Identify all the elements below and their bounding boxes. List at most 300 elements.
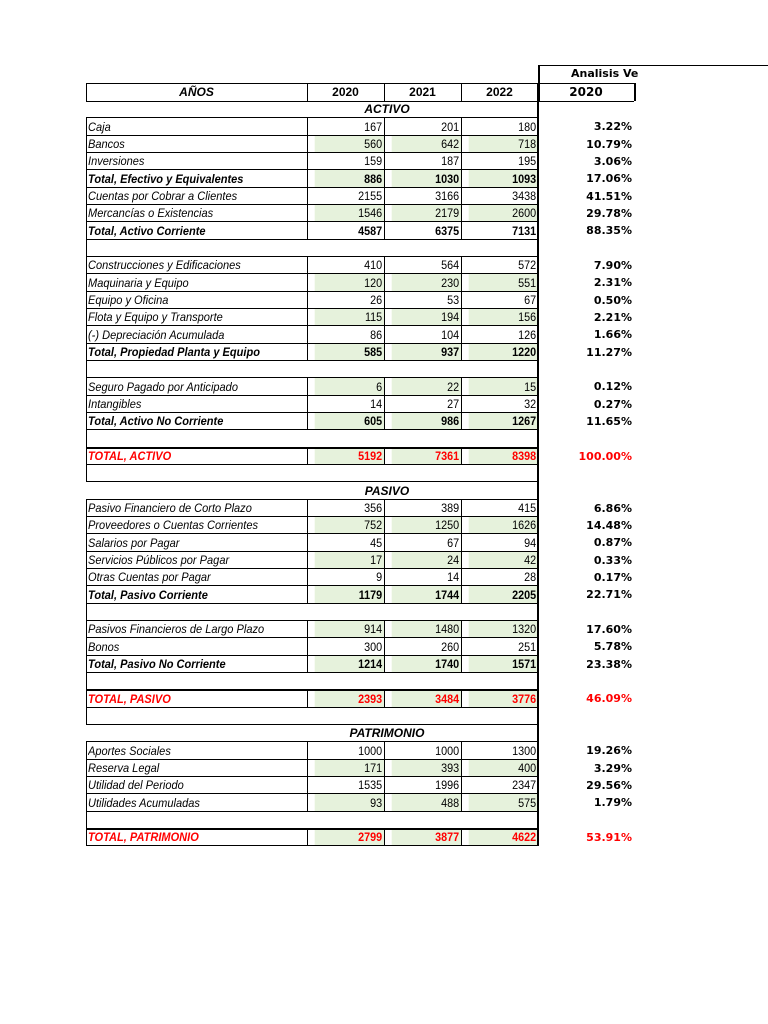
pct-year-header: 2020 xyxy=(569,85,603,99)
value-2020: 914 xyxy=(315,621,384,638)
col-border xyxy=(307,205,308,222)
value-2022: 32 xyxy=(524,397,537,411)
value-2021: 1996 xyxy=(435,778,460,792)
vertical-pct: 0.87% xyxy=(593,536,632,549)
value-2022: 3438 xyxy=(512,189,537,203)
col-border xyxy=(86,136,87,153)
col-border xyxy=(307,378,308,396)
col-border xyxy=(86,586,87,604)
col-border xyxy=(307,794,308,812)
col-border xyxy=(461,448,462,465)
col-border xyxy=(384,309,385,326)
value-2020: 752 xyxy=(315,517,384,534)
col-border xyxy=(86,829,87,846)
col-border xyxy=(86,344,87,361)
row-left-border xyxy=(86,361,87,378)
vertical-pct: 22.71% xyxy=(586,588,632,601)
vertical-pct: 3.06% xyxy=(593,155,632,168)
col-border xyxy=(461,500,462,517)
row-border xyxy=(86,811,538,812)
value-2021: 22 xyxy=(392,378,461,396)
col-border xyxy=(384,188,385,205)
col-border xyxy=(461,586,462,604)
col-border xyxy=(461,690,462,708)
total-row-border xyxy=(86,464,538,465)
value-2022: 1626 xyxy=(469,517,538,534)
account-label-otras-cuentas-por-pagar: Otras Cuentas por Pagar xyxy=(88,570,211,584)
col-border xyxy=(86,257,87,274)
col-border xyxy=(384,153,385,170)
col-border xyxy=(384,760,385,777)
pct-right-border xyxy=(634,83,636,101)
total-row-border xyxy=(86,429,538,430)
grand-total-top-border xyxy=(86,448,538,449)
subtotal-label-total-pasivo-no-corriente: Total, Pasivo No Corriente xyxy=(88,657,226,671)
col-border xyxy=(461,205,462,222)
value-2021: 937 xyxy=(392,344,461,361)
value-2021: 187 xyxy=(441,154,460,168)
row-left-border xyxy=(86,812,87,829)
col-border xyxy=(86,118,87,136)
col-border xyxy=(86,552,87,569)
value-2021: 2179 xyxy=(392,205,461,222)
col-border xyxy=(86,292,87,309)
vertical-pct: 11.65% xyxy=(586,415,632,428)
col-border xyxy=(384,222,385,240)
value-2020: 14 xyxy=(370,397,383,411)
value-2020: 5192 xyxy=(315,448,384,465)
col-border xyxy=(307,292,308,309)
vertical-pct: 2.21% xyxy=(593,311,632,324)
account-label-caja: Caja xyxy=(88,120,111,134)
col-border xyxy=(307,118,308,136)
col-border xyxy=(461,638,462,656)
col-border xyxy=(307,274,308,292)
col-border xyxy=(307,569,308,586)
col-border xyxy=(86,621,87,638)
col-border xyxy=(384,517,385,534)
header-col-border xyxy=(307,83,308,101)
col-border xyxy=(461,378,462,396)
value-2020: 159 xyxy=(364,154,383,168)
value-2022: 1220 xyxy=(469,344,538,361)
col-border xyxy=(86,309,87,326)
years-header: AÑOS xyxy=(179,85,214,99)
account-label-inversiones: Inversiones xyxy=(88,154,145,168)
col-border xyxy=(86,222,87,240)
account-label-flota-y-equipo-y-transporte: Flota y Equipo y Transporte xyxy=(88,310,223,324)
vertical-pct: 1.79% xyxy=(593,796,632,809)
value-2022: 1093 xyxy=(469,170,538,188)
account-label-utilidades-acumuladas: Utilidades Acumuladas xyxy=(88,796,200,810)
value-2021: 1000 xyxy=(435,744,460,758)
value-2022: 400 xyxy=(469,760,538,777)
col-border xyxy=(384,396,385,413)
value-2022: 2600 xyxy=(469,205,538,222)
value-2022: 572 xyxy=(518,258,537,272)
value-2022: 3776 xyxy=(469,690,538,708)
value-2022: 15 xyxy=(469,378,538,396)
row-left-border xyxy=(86,708,87,725)
col-border xyxy=(461,136,462,153)
vertical-pct: 10.79% xyxy=(586,138,632,151)
grand-total-top-border xyxy=(86,829,538,830)
vertical-pct: 29.78% xyxy=(586,207,632,220)
col-border xyxy=(461,794,462,812)
col-border xyxy=(86,274,87,292)
vertical-pct: 0.27% xyxy=(593,398,632,411)
col-border xyxy=(461,829,462,846)
account-label-equipo-y-oficina: Equipo y Oficina xyxy=(88,293,169,307)
col-border xyxy=(86,794,87,812)
analysis-title: Analisis Ve xyxy=(571,67,639,80)
col-border xyxy=(86,656,87,673)
value-2020: 1546 xyxy=(315,205,384,222)
account-label-pasivo-financiero-de-corto-plazo: Pasivo Financiero de Corto Plazo xyxy=(88,501,252,515)
subtotal-label-total-activo-corriente: Total, Activo Corriente xyxy=(88,224,206,238)
col-border xyxy=(384,344,385,361)
col-border xyxy=(461,413,462,430)
vertical-pct: 100.00% xyxy=(578,450,632,463)
value-2020: 4587 xyxy=(358,224,383,238)
col-border xyxy=(307,621,308,638)
col-border xyxy=(86,569,87,586)
value-2020: 6 xyxy=(315,378,384,396)
value-2021: 67 xyxy=(447,536,460,550)
grand-total-label-total-activo: TOTAL, ACTIVO xyxy=(88,449,172,463)
col-border xyxy=(307,829,308,846)
col-border xyxy=(307,222,308,240)
col-border xyxy=(461,292,462,309)
account-label-construcciones-y-edificaciones: Construcciones y Edificaciones xyxy=(88,258,241,272)
account-label-proveedores-o-cuentas-corrientes: Proveedores o Cuentas Corrientes xyxy=(88,518,258,532)
col-border xyxy=(86,326,87,344)
col-border xyxy=(86,396,87,413)
col-border xyxy=(384,292,385,309)
value-2021: 642 xyxy=(392,136,461,153)
col-border xyxy=(307,396,308,413)
col-border xyxy=(384,586,385,604)
vertical-pct: 14.48% xyxy=(586,519,632,532)
value-2021: 393 xyxy=(392,760,461,777)
value-2021: 389 xyxy=(441,501,460,515)
value-2022: 180 xyxy=(518,120,537,134)
account-label-pasivos-financieros-de-largo-plazo: Pasivos Financieros de Largo Plazo xyxy=(88,622,265,636)
value-2020: 120 xyxy=(315,274,384,292)
value-2020: 410 xyxy=(364,258,383,272)
value-2022: 251 xyxy=(518,640,537,654)
value-2022: 126 xyxy=(518,328,537,342)
row-left-border xyxy=(86,430,87,448)
row-left-border xyxy=(86,465,87,482)
value-2020: 300 xyxy=(364,640,383,654)
grand-total-label-total-pasivo: TOTAL, PASIVO xyxy=(88,692,171,706)
col-border xyxy=(307,534,308,552)
value-2021: 230 xyxy=(392,274,461,292)
col-border xyxy=(461,118,462,136)
value-2020: 86 xyxy=(370,328,383,342)
col-border xyxy=(461,552,462,569)
header-col-border xyxy=(86,83,87,101)
col-border xyxy=(384,794,385,812)
col-border xyxy=(86,378,87,396)
account-label-maquinaria-y-equipo: Maquinaria y Equipo xyxy=(88,276,189,290)
account-label-servicios-p-blicos-por-pagar: Servicios Públicos por Pagar xyxy=(88,553,230,567)
subtotal-label-total-efectivo-y-equivalentes: Total, Efectivo y Equivalentes xyxy=(88,172,244,186)
value-2021: 564 xyxy=(441,258,460,272)
account-label-utilidad-del-periodo: Utilidad del Periodo xyxy=(88,778,184,792)
col-border xyxy=(307,170,308,188)
value-2020: 45 xyxy=(370,536,383,550)
section-title-patrimonio: PATRIMONIO xyxy=(349,726,425,740)
value-2021: 1250 xyxy=(392,517,461,534)
value-2022: 718 xyxy=(469,136,538,153)
year-header-2021: 2021 xyxy=(409,85,436,99)
value-2020: 560 xyxy=(315,136,384,153)
value-2022: 575 xyxy=(469,794,538,812)
account-label-salarios-por-pagar: Salarios por Pagar xyxy=(88,536,180,550)
col-border xyxy=(307,777,308,794)
value-2022: 94 xyxy=(524,536,537,550)
value-2020: 1535 xyxy=(358,778,383,792)
col-border xyxy=(86,413,87,430)
subtotal-label-total-propiedad-planta-y-equipo: Total, Propiedad Planta y Equipo xyxy=(88,345,260,359)
col-border xyxy=(384,413,385,430)
col-border xyxy=(307,552,308,569)
value-2020: 167 xyxy=(364,120,383,134)
value-2021: 488 xyxy=(392,794,461,812)
value-2022: 28 xyxy=(524,570,537,584)
account-label-reserva-legal: Reserva Legal xyxy=(88,761,160,775)
col-border xyxy=(307,413,308,430)
header-col-border xyxy=(461,83,462,101)
value-2020: 9 xyxy=(376,570,383,584)
account-label-seguro-pagado-por-anticipado: Seguro Pagado por Anticipado xyxy=(88,380,238,394)
value-2021: 6375 xyxy=(435,224,460,238)
col-border xyxy=(307,188,308,205)
col-border xyxy=(384,378,385,396)
analysis-column-border xyxy=(537,83,539,846)
col-border xyxy=(461,170,462,188)
value-2020: 17 xyxy=(315,552,384,569)
vertical-pct: 6.86% xyxy=(593,502,632,515)
section-title-pasivo: PASIVO xyxy=(364,484,410,498)
value-2020: 886 xyxy=(315,170,384,188)
col-border xyxy=(461,569,462,586)
col-border xyxy=(384,829,385,846)
col-border xyxy=(384,448,385,465)
vertical-pct: 0.33% xyxy=(593,554,632,567)
value-2020: 2799 xyxy=(315,829,384,846)
total-row-border xyxy=(86,239,538,240)
value-2022: 2347 xyxy=(512,778,537,792)
header-top-border xyxy=(86,83,634,84)
vertical-pct: 3.22% xyxy=(593,120,632,133)
value-2021: 260 xyxy=(441,640,460,654)
year-header-2020: 2020 xyxy=(332,85,359,99)
vertical-pct: 19.26% xyxy=(586,744,632,757)
col-border xyxy=(307,153,308,170)
col-border xyxy=(461,274,462,292)
grand-total-top-border xyxy=(86,690,538,691)
value-2022: 156 xyxy=(469,309,538,326)
total-row-border xyxy=(86,707,538,708)
col-border xyxy=(86,188,87,205)
grand-total-label-total-patrimonio: TOTAL, PATRIMONIO xyxy=(88,830,199,844)
value-2022: 8398 xyxy=(469,448,538,465)
col-border xyxy=(461,534,462,552)
col-border xyxy=(86,534,87,552)
vertical-pct: 1.66% xyxy=(593,328,632,341)
title-top-border xyxy=(538,65,768,66)
vertical-pct: 3.29% xyxy=(593,762,632,775)
value-2022: 67 xyxy=(524,293,537,307)
value-2022: 1300 xyxy=(512,744,537,758)
value-2020: 2393 xyxy=(315,690,384,708)
col-border xyxy=(461,222,462,240)
col-border xyxy=(307,517,308,534)
subtotal-label-total-pasivo-corriente: Total, Pasivo Corriente xyxy=(88,588,208,602)
vertical-pct: 2.31% xyxy=(593,276,632,289)
col-border xyxy=(461,621,462,638)
vertical-pct: 11.27% xyxy=(586,346,632,359)
total-row-border xyxy=(86,603,538,604)
value-2021: 201 xyxy=(441,120,460,134)
account-label-cuentas-por-cobrar-a-clientes: Cuentas por Cobrar a Clientes xyxy=(88,189,238,203)
col-border xyxy=(384,534,385,552)
col-border xyxy=(86,517,87,534)
col-border xyxy=(384,777,385,794)
col-border xyxy=(307,344,308,361)
col-border xyxy=(384,569,385,586)
vertical-pct: 17.60% xyxy=(586,623,632,636)
col-border xyxy=(461,742,462,760)
col-border xyxy=(384,274,385,292)
col-border xyxy=(86,170,87,188)
value-2022: 4622 xyxy=(469,829,538,846)
col-border xyxy=(384,500,385,517)
col-border xyxy=(461,656,462,673)
value-2021: 7361 xyxy=(392,448,461,465)
col-border xyxy=(384,136,385,153)
value-2020: 93 xyxy=(315,794,384,812)
value-2020: 356 xyxy=(364,501,383,515)
col-border xyxy=(461,326,462,344)
value-2022: 1571 xyxy=(469,656,538,673)
value-2020: 585 xyxy=(315,344,384,361)
vertical-pct: 7.90% xyxy=(593,259,632,272)
vertical-pct: 17.06% xyxy=(586,172,632,185)
value-2021: 3484 xyxy=(392,690,461,708)
value-2021: 1480 xyxy=(392,621,461,638)
value-2022: 195 xyxy=(518,154,537,168)
account-label-mercanc-as-o-existencias: Mercancías o Existencias xyxy=(88,206,214,220)
vertical-pct: 23.38% xyxy=(586,658,632,671)
value-2022: 551 xyxy=(469,274,538,292)
value-2021: 1740 xyxy=(392,656,461,673)
value-2021: 3166 xyxy=(435,189,460,203)
value-2020: 1000 xyxy=(358,744,383,758)
value-2020: 2155 xyxy=(358,189,383,203)
col-border xyxy=(461,396,462,413)
col-border xyxy=(461,777,462,794)
col-border xyxy=(307,760,308,777)
account-label-bancos: Bancos xyxy=(88,137,125,151)
value-2021: 1030 xyxy=(392,170,461,188)
col-border xyxy=(384,742,385,760)
value-2021: 1744 xyxy=(392,586,461,604)
section-title-activo: ACTIVO xyxy=(364,102,410,116)
col-border xyxy=(461,344,462,361)
col-border xyxy=(307,690,308,708)
value-2020: 1214 xyxy=(315,656,384,673)
value-2021: 194 xyxy=(392,309,461,326)
total-row-border xyxy=(86,672,538,673)
account-label-aportes-sociales: Aportes Sociales xyxy=(88,744,171,758)
value-2020: 1179 xyxy=(315,586,384,604)
vertical-pct: 46.09% xyxy=(586,692,632,705)
col-border xyxy=(86,500,87,517)
value-2021: 24 xyxy=(392,552,461,569)
col-border xyxy=(384,118,385,136)
vertical-pct: 88.35% xyxy=(586,224,632,237)
col-border xyxy=(86,448,87,465)
col-border xyxy=(307,638,308,656)
vertical-pct: 29.56% xyxy=(586,779,632,792)
value-2020: 171 xyxy=(315,760,384,777)
row-left-border xyxy=(86,240,87,257)
col-border xyxy=(384,552,385,569)
col-border xyxy=(307,257,308,274)
account-label-intangibles: Intangibles xyxy=(88,397,142,411)
value-2022: 1320 xyxy=(469,621,538,638)
col-border xyxy=(384,638,385,656)
value-2022: 415 xyxy=(518,501,537,515)
value-2022: 1267 xyxy=(469,413,538,430)
col-border xyxy=(86,777,87,794)
col-border xyxy=(461,517,462,534)
col-border xyxy=(461,257,462,274)
col-border xyxy=(307,742,308,760)
value-2022: 2205 xyxy=(469,586,538,604)
col-border xyxy=(384,326,385,344)
col-border xyxy=(86,153,87,170)
col-border xyxy=(307,309,308,326)
total-row-border xyxy=(86,360,538,361)
value-2020: 26 xyxy=(370,293,383,307)
value-2021: 986 xyxy=(392,413,461,430)
value-2021: 3877 xyxy=(392,829,461,846)
col-border xyxy=(307,448,308,465)
row-left-border xyxy=(86,604,87,621)
col-border xyxy=(384,656,385,673)
col-border xyxy=(384,690,385,708)
value-2021: 14 xyxy=(447,570,460,584)
value-2021: 104 xyxy=(441,328,460,342)
header-col-border xyxy=(384,83,385,101)
value-2021: 53 xyxy=(447,293,460,307)
year-header-2022: 2022 xyxy=(486,85,513,99)
value-2020: 605 xyxy=(315,413,384,430)
col-border xyxy=(461,309,462,326)
vertical-pct: 0.17% xyxy=(593,571,632,584)
col-border xyxy=(86,760,87,777)
value-2020: 115 xyxy=(315,309,384,326)
col-border xyxy=(86,742,87,760)
col-border xyxy=(461,188,462,205)
col-border xyxy=(384,170,385,188)
subtotal-label-total-activo-no-corriente: Total, Activo No Corriente xyxy=(88,414,224,428)
